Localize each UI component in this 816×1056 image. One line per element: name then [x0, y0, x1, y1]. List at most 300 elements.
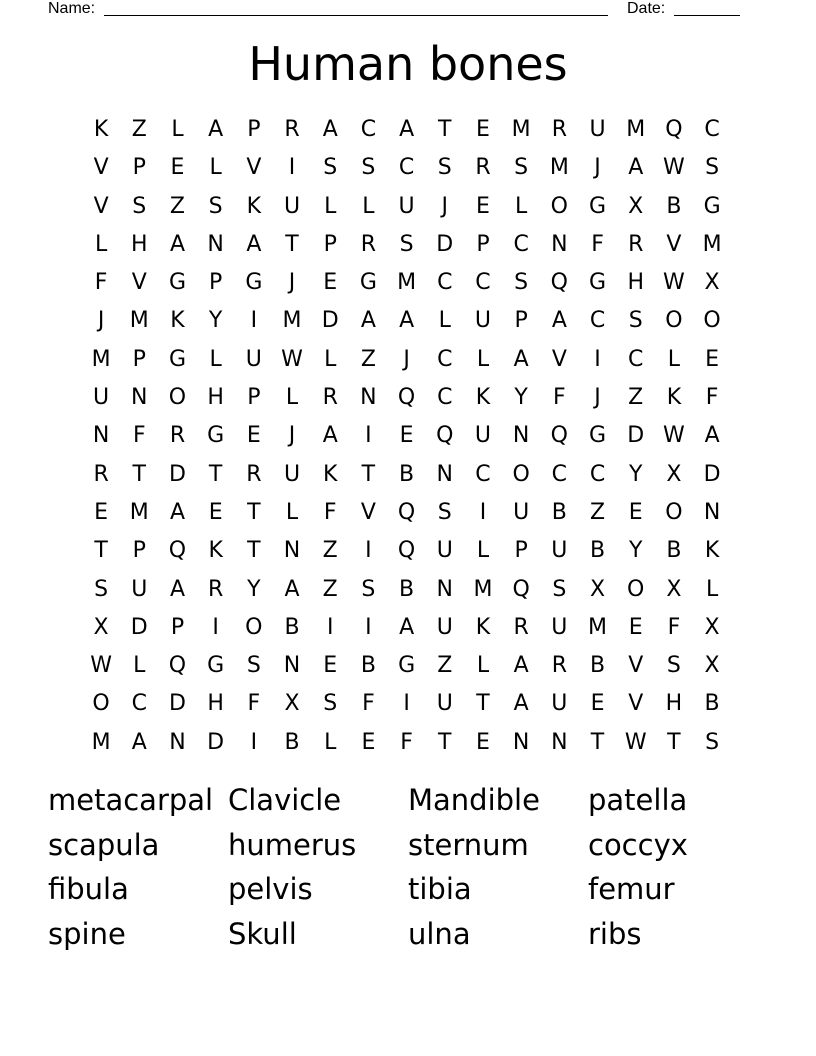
- grid-letter: O: [512, 461, 530, 487]
- grid-letter: I: [250, 308, 258, 334]
- grid-letter: L: [171, 117, 184, 142]
- grid-letter: Q: [168, 538, 187, 564]
- grid-letter: A: [169, 231, 185, 257]
- grid-letter: W: [663, 270, 685, 296]
- grid-letter: L: [667, 346, 681, 372]
- grid-letter: L: [476, 538, 490, 564]
- grid-letter: J: [594, 385, 601, 411]
- grid-letter: G: [703, 193, 721, 219]
- grid-letter: F: [400, 729, 413, 755]
- grid-letter: H: [207, 691, 224, 717]
- grid-letter: Y: [247, 576, 261, 602]
- grid-letter: K: [323, 461, 338, 487]
- grid-letter: T: [667, 729, 681, 755]
- letter-grid: [82, 111, 731, 762]
- date-label: Date:: [627, 0, 666, 17]
- grid-letter: N: [436, 461, 454, 487]
- grid-letter: A: [169, 576, 185, 602]
- grid-letter: L: [209, 346, 222, 372]
- grid-letter: O: [627, 576, 645, 602]
- grid-letter: K: [170, 308, 185, 334]
- grid-letter: E: [705, 346, 720, 372]
- grid-letter: G: [359, 270, 377, 296]
- grid-letter: R: [360, 231, 377, 257]
- grid-letter: C: [589, 308, 606, 334]
- grid-letter: R: [628, 231, 644, 257]
- grid-letter: I: [326, 614, 334, 640]
- word-list-item: Clavicle: [228, 783, 342, 817]
- grid-letter: A: [322, 423, 338, 449]
- grid-letter: C: [513, 231, 529, 257]
- grid-letter: B: [666, 193, 682, 219]
- word-list-item: spine: [48, 916, 126, 951]
- grid-letter: T: [208, 461, 223, 487]
- grid-letter: E: [323, 653, 338, 679]
- grid-letter: R: [551, 117, 567, 142]
- grid-letter: S: [361, 576, 376, 602]
- grid-letter: U: [513, 499, 530, 525]
- grid-letter: V: [131, 270, 147, 296]
- grid-letter: H: [207, 385, 224, 411]
- grid-letter: P: [247, 117, 261, 142]
- grid-letter: S: [399, 231, 414, 257]
- date-blank-line: [674, 15, 740, 16]
- grid-letter: Y: [628, 461, 643, 487]
- grid-letter: A: [513, 691, 529, 717]
- word-list-item: patella: [588, 783, 688, 817]
- grid-letter: U: [474, 308, 492, 334]
- grid-letter: E: [94, 499, 109, 525]
- grid-letter: V: [628, 653, 644, 679]
- grid-letter: V: [666, 231, 682, 257]
- grid-letter: B: [589, 653, 606, 679]
- grid-letter: D: [321, 308, 339, 334]
- grid-letter: F: [705, 385, 719, 411]
- grid-letter: Y: [628, 538, 643, 564]
- grid-letter: S: [323, 155, 338, 181]
- grid-letter: L: [476, 653, 490, 679]
- name-label: Name:: [48, 0, 96, 17]
- grid-letter: M: [588, 614, 608, 640]
- grid-letter: G: [168, 346, 186, 372]
- grid-letter: U: [474, 423, 492, 449]
- grid-letter: Z: [589, 499, 606, 525]
- grid-letter: O: [550, 193, 568, 219]
- grid-letter: I: [479, 499, 487, 525]
- grid-letter: O: [703, 308, 721, 334]
- grid-letter: L: [476, 346, 490, 372]
- grid-letter: L: [285, 385, 299, 411]
- grid-letter: X: [93, 614, 109, 640]
- grid-letter: M: [549, 155, 569, 181]
- grid-letter: L: [324, 729, 337, 755]
- grid-letter: M: [702, 231, 722, 257]
- grid-letter: A: [551, 308, 567, 334]
- grid-letter: A: [513, 346, 529, 372]
- grid-letter: L: [515, 193, 528, 219]
- grid-letter: W: [281, 346, 303, 372]
- grid-letter: P: [514, 538, 528, 564]
- grid-letter: A: [360, 308, 376, 334]
- grid-letter: D: [168, 691, 186, 717]
- word-list-item: scapula: [48, 827, 160, 862]
- grid-letter: I: [212, 614, 219, 640]
- grid-letter: U: [398, 193, 415, 219]
- grid-letter: R: [513, 614, 529, 640]
- grid-letter: Q: [397, 538, 416, 564]
- grid-letter: A: [513, 653, 529, 679]
- grid-letter: R: [246, 461, 262, 487]
- grid-letter: H: [131, 231, 148, 257]
- grid-letter: S: [437, 499, 452, 525]
- grid-letter: W: [624, 729, 647, 755]
- grid-letter: C: [360, 117, 377, 142]
- grid-letter: N: [169, 729, 186, 755]
- grid-letter: C: [475, 270, 491, 296]
- grid-letter: U: [551, 614, 568, 640]
- grid-letter: P: [170, 614, 185, 640]
- grid-letter: X: [666, 576, 682, 602]
- grid-letter: P: [247, 385, 261, 411]
- grid-letter: C: [437, 270, 453, 296]
- grid-letter: F: [591, 231, 604, 257]
- grid-letter: C: [589, 461, 606, 487]
- grid-letter: K: [93, 117, 109, 142]
- grid-letter: D: [168, 461, 186, 487]
- grid-letter: S: [514, 270, 529, 296]
- grid-letter: T: [476, 691, 490, 717]
- grid-letter: V: [93, 193, 109, 219]
- grid-letter: D: [207, 729, 225, 755]
- grid-letter: K: [704, 538, 720, 564]
- grid-letter: N: [551, 729, 568, 755]
- grid-letter: E: [361, 729, 376, 755]
- grid-letter: D: [627, 423, 645, 449]
- grid-letter: Q: [512, 576, 530, 602]
- grid-letter: W: [663, 155, 685, 181]
- grid-letter: P: [132, 346, 146, 372]
- grid-letter: R: [322, 385, 338, 411]
- grid-letter: E: [590, 691, 605, 717]
- grid-letter: N: [436, 576, 454, 602]
- grid-letter: T: [590, 729, 605, 755]
- grid-letter: U: [551, 538, 568, 564]
- grid-letter: D: [130, 614, 148, 640]
- grid-letter: Z: [437, 653, 453, 679]
- grid-letter: S: [94, 576, 109, 602]
- grid-letter: B: [399, 461, 415, 487]
- page-title: Human bones: [248, 37, 568, 91]
- word-list-item: metacarpal: [48, 783, 214, 817]
- grid-letter: A: [169, 499, 185, 525]
- word-list-item: ulna: [408, 916, 471, 951]
- grid-letter: L: [705, 576, 719, 602]
- grid-letter: U: [589, 117, 606, 142]
- grid-letter: J: [97, 308, 105, 334]
- grid-letter: O: [245, 614, 263, 640]
- grid-letter: E: [476, 729, 490, 755]
- grid-letter: B: [704, 691, 720, 717]
- grid-letter: P: [323, 231, 337, 257]
- grid-letter: A: [246, 231, 262, 257]
- word-list-item: sternum: [408, 827, 529, 862]
- grid-letter: R: [551, 653, 567, 679]
- grid-letter: X: [704, 614, 720, 640]
- grid-letter: Q: [397, 499, 416, 525]
- grid-letter: Z: [169, 193, 185, 219]
- grid-letter: N: [703, 499, 721, 525]
- word-list-item: Mandible: [408, 783, 540, 817]
- grid-letter: X: [284, 691, 300, 717]
- grid-letter: C: [475, 461, 491, 487]
- grid-letter: B: [284, 614, 300, 640]
- grid-letter: S: [437, 155, 452, 181]
- grid-letter: L: [209, 155, 222, 181]
- grid-letter: X: [704, 653, 720, 679]
- grid-letter: U: [283, 193, 301, 219]
- grid-letter: T: [285, 231, 299, 257]
- grid-letter: N: [360, 385, 377, 411]
- grid-letter: Y: [514, 385, 528, 411]
- grid-letter: A: [628, 155, 644, 181]
- grid-letter: I: [250, 729, 258, 755]
- grid-letter: H: [627, 270, 644, 296]
- grid-letter: L: [324, 193, 337, 219]
- grid-letter: T: [247, 499, 261, 525]
- grid-letter: T: [94, 538, 108, 564]
- grid-letter: M: [91, 729, 111, 755]
- grid-letter: E: [208, 499, 223, 525]
- word-list-item: fibula: [48, 872, 129, 907]
- grid-letter: U: [93, 385, 110, 411]
- grid-letter: K: [666, 385, 682, 411]
- grid-letter: Q: [397, 385, 416, 411]
- grid-letter: M: [511, 117, 531, 142]
- grid-letter: M: [626, 117, 646, 142]
- grid-letter: L: [362, 193, 375, 219]
- grid-letter: I: [288, 155, 296, 181]
- grid-letter: O: [665, 499, 683, 525]
- grid-letter: T: [438, 117, 452, 142]
- grid-letter: S: [246, 653, 261, 679]
- grid-letter: W: [90, 653, 112, 679]
- grid-letter: B: [284, 729, 300, 755]
- grid-letter: G: [245, 270, 263, 296]
- grid-letter: X: [704, 270, 720, 296]
- grid-letter: U: [551, 691, 568, 717]
- grid-letter: S: [208, 193, 223, 219]
- word-list-item: coccyx: [588, 827, 688, 862]
- grid-letter: S: [132, 193, 147, 219]
- word-list-item: ribs: [588, 916, 642, 951]
- grid-letter: E: [476, 193, 490, 219]
- grid-letter: A: [131, 729, 147, 755]
- grid-letter: W: [663, 423, 685, 449]
- name-blank-line: [104, 15, 608, 16]
- grid-letter: K: [475, 614, 491, 640]
- grid-letter: V: [551, 346, 567, 372]
- grid-letter: Q: [550, 423, 568, 449]
- grid-letter: S: [666, 653, 681, 679]
- grid-letter: S: [552, 576, 567, 602]
- grid-letter: I: [365, 614, 372, 640]
- grid-letter: F: [94, 270, 108, 296]
- grid-letter: G: [589, 270, 607, 296]
- grid-letter: S: [514, 155, 529, 181]
- grid-letter: E: [628, 499, 643, 525]
- grid-letter: L: [94, 231, 108, 257]
- grid-letter: X: [666, 461, 682, 487]
- grid-letter: N: [512, 423, 530, 449]
- grid-letter: V: [246, 155, 262, 181]
- grid-letter: F: [247, 691, 261, 717]
- grid-letter: T: [247, 538, 261, 564]
- grid-letter: I: [403, 691, 410, 717]
- grid-letter: B: [399, 576, 415, 602]
- grid-letter: J: [288, 423, 296, 449]
- grid-letter: R: [169, 423, 186, 449]
- grid-letter: L: [285, 499, 299, 525]
- grid-letter: A: [208, 117, 224, 142]
- grid-letter: M: [397, 270, 417, 296]
- grid-letter: M: [129, 499, 149, 525]
- grid-letter: K: [208, 538, 223, 564]
- grid-letter: O: [665, 308, 683, 334]
- grid-letter: R: [93, 461, 109, 487]
- grid-letter: N: [283, 538, 301, 564]
- grid-letter: N: [512, 729, 530, 755]
- grid-letter: S: [705, 729, 720, 755]
- grid-letter: T: [361, 461, 376, 487]
- word-list-item: Skull: [228, 916, 297, 951]
- grid-letter: I: [365, 538, 372, 564]
- grid-letter: G: [207, 423, 225, 449]
- grid-letter: U: [436, 614, 453, 640]
- header: [0, 0, 816, 20]
- grid-letter: S: [628, 308, 643, 334]
- grid-letter: C: [398, 155, 415, 181]
- word-list-item: tibia: [408, 872, 472, 907]
- word-list-item: humerus: [228, 827, 357, 862]
- grid-letter: U: [131, 576, 148, 602]
- grid-letter: D: [703, 461, 721, 487]
- grid-letter: C: [551, 461, 568, 487]
- grid-letter: G: [398, 653, 416, 679]
- grid-letter: O: [92, 691, 110, 717]
- grid-letter: U: [283, 461, 301, 487]
- grid-letter: S: [361, 155, 376, 181]
- grid-letter: L: [324, 346, 337, 372]
- grid-letter: Z: [322, 538, 338, 564]
- word-list-item: femur: [588, 872, 675, 907]
- grid-letter: C: [437, 346, 453, 372]
- grid-letter: E: [323, 270, 338, 296]
- grid-letter: A: [284, 576, 300, 602]
- grid-letter: B: [666, 538, 682, 564]
- grid-letter: Z: [360, 346, 376, 372]
- word-list-item: pelvis: [228, 872, 313, 907]
- grid-letter: P: [514, 308, 528, 334]
- grid-letter: U: [245, 346, 262, 372]
- grid-letter: R: [284, 117, 300, 142]
- grid-letter: F: [362, 691, 375, 717]
- grid-letter: B: [589, 538, 606, 564]
- grid-letter: O: [168, 385, 187, 411]
- grid-letter: T: [132, 461, 146, 487]
- grid-letter: A: [399, 308, 415, 334]
- grid-letter: N: [207, 231, 224, 257]
- grid-letter: C: [704, 117, 720, 142]
- grid-letter: A: [704, 423, 720, 449]
- grid-letter: M: [91, 346, 111, 372]
- grid-letter: J: [441, 193, 449, 219]
- grid-letter: P: [476, 231, 490, 257]
- grid-letter: C: [628, 346, 644, 372]
- grid-letter: F: [323, 499, 337, 525]
- grid-letter: R: [475, 155, 491, 181]
- grid-letter: F: [553, 385, 566, 411]
- grid-letter: Q: [436, 423, 454, 449]
- grid-letter: N: [92, 423, 110, 449]
- grid-letter: J: [594, 155, 601, 181]
- grid-letter: V: [628, 691, 644, 717]
- grid-letter: F: [667, 614, 681, 640]
- grid-letter: U: [436, 691, 453, 717]
- grid-letter: U: [436, 538, 453, 564]
- grid-letter: G: [589, 193, 607, 219]
- grid-letter: M: [473, 576, 493, 602]
- grid-letter: Y: [208, 308, 223, 334]
- grid-letter: D: [436, 231, 454, 257]
- grid-letter: I: [594, 346, 601, 372]
- grid-letter: N: [131, 385, 148, 411]
- grid-letter: P: [132, 155, 146, 181]
- grid-letter: K: [475, 385, 491, 411]
- word-list: [48, 778, 768, 956]
- grid-letter: M: [129, 308, 149, 334]
- grid-letter: E: [399, 423, 414, 449]
- grid-letter: F: [132, 423, 146, 449]
- grid-letter: V: [93, 155, 109, 181]
- grid-letter: Z: [628, 385, 644, 411]
- grid-letter: Q: [665, 117, 683, 142]
- grid-letter: E: [246, 423, 261, 449]
- grid-letter: J: [288, 270, 296, 296]
- grid-letter: C: [437, 385, 453, 411]
- grid-letter: Q: [168, 653, 187, 679]
- grid-letter: J: [403, 346, 410, 372]
- grid-letter: N: [551, 231, 568, 257]
- grid-letter: A: [322, 117, 338, 142]
- grid-letter: P: [132, 538, 146, 564]
- grid-letter: E: [476, 117, 490, 142]
- grid-letter: T: [438, 729, 452, 755]
- grid-letter: R: [208, 576, 224, 602]
- grid-letter: A: [399, 117, 415, 142]
- grid-letter: X: [628, 193, 644, 219]
- grid-letter: G: [207, 653, 225, 679]
- grid-letter: K: [246, 193, 262, 219]
- grid-letter: M: [282, 308, 302, 334]
- grid-letter: E: [628, 614, 643, 640]
- grid-letter: B: [551, 499, 567, 525]
- grid-letter: S: [705, 155, 720, 181]
- grid-letter: S: [323, 691, 338, 717]
- grid-letter: P: [209, 270, 223, 296]
- grid-letter: B: [360, 653, 376, 679]
- grid-letter: G: [168, 270, 186, 296]
- grid-letter: V: [360, 499, 376, 525]
